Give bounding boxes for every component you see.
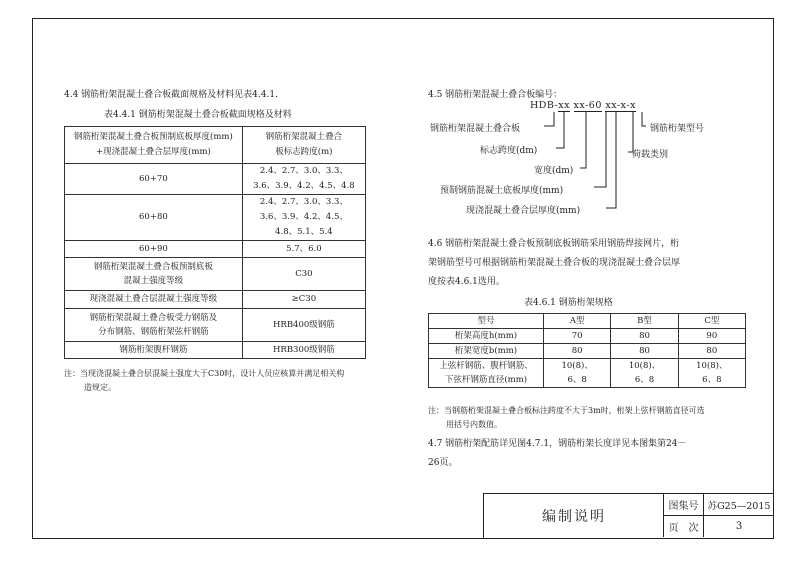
- table-row: [65, 241, 366, 258]
- t441-mat-label: 现浇混凝土叠合层混凝土强度等级: [65, 291, 243, 309]
- section-47-para-line2: 26页。: [428, 458, 458, 468]
- code-prefix: HDB-: [530, 100, 559, 111]
- t461-cell: 10(8)、 6、8: [611, 359, 678, 388]
- t461-cell: 10(8)、 6、8: [678, 359, 745, 388]
- table-row: [429, 329, 746, 344]
- table-row: [65, 342, 366, 359]
- code-width-segment: xx-60: [573, 100, 602, 111]
- table-row: [65, 164, 366, 195]
- t461-row-label: 桁架高度h(mm): [429, 329, 544, 344]
- t441-mat-label: 钢筋桁架混凝土叠合板受力钢筋及 分布钢筋、钢筋桁架弦杆钢筋: [65, 309, 243, 342]
- section-46-para-line1: 4.6 钢筋桁架混凝土叠合板预制底板钢筋采用钢筋焊接网片，桁: [428, 239, 680, 249]
- table-row: [429, 314, 746, 329]
- t461-cell: 90: [678, 329, 745, 344]
- table-row: [65, 291, 366, 309]
- t461-row-label: 桁架宽度b(mm): [429, 344, 544, 359]
- t441-row-spans: 5.7、6.0: [242, 241, 365, 258]
- t441-header-col2: 钢筋桁架混凝土叠合 板标志跨度(m): [242, 127, 365, 164]
- label-precast: 预制钢筋混凝土底板厚度(mm): [440, 186, 564, 196]
- section-47-para-line1: 4.7 钢筋桁架配筋详见图4.7.1，钢筋桁架长度详见本图集第24－: [428, 439, 687, 449]
- t441-mat-value: ≥C30: [242, 291, 365, 309]
- t461-header: B型: [611, 314, 678, 329]
- atlas-value: 苏G25—2015: [703, 493, 774, 515]
- label-truss-type: 钢筋桁架型号: [650, 124, 705, 134]
- atlas-label: 图集号: [663, 493, 703, 515]
- t461-cell: 80: [611, 329, 678, 344]
- table-row: [65, 309, 366, 342]
- t461-header: A型: [544, 314, 611, 329]
- page-value: 3: [703, 515, 774, 537]
- table-461-note-line1: 注：当钢筋桁架混凝土叠合板标注跨度不大于3m时，桁架上弦杆钢筋直径可选: [428, 406, 705, 415]
- table-441-title: 表4.4.1 钢筋桁架混凝土叠合板截面规格及材料: [104, 110, 292, 120]
- section-46-para-line2: 架钢筋型号可根据钢筋桁架混凝土叠合板的现浇混凝土叠合层厚: [428, 258, 681, 268]
- table-441-note-line2: 造规定。: [84, 383, 116, 392]
- t461-cell: 70: [544, 329, 611, 344]
- t441-mat-value: HRB300级钢筋: [242, 342, 365, 359]
- table-441: [64, 126, 366, 359]
- table-row: [65, 258, 366, 291]
- t441-row-spans: 2.4、2.7、3.0、3.3、 3.6、3.9、4.2、4.5、 4.8、5.1、5.4: [242, 195, 365, 241]
- label-span: 标志跨度(dm): [480, 146, 538, 156]
- page-label: 页 次: [663, 515, 703, 537]
- label-width: 宽度(dm): [534, 166, 574, 176]
- section-44-heading: 4.4 钢筋桁架混凝土叠合板截面规格及材料见表4.4.1.: [64, 90, 278, 100]
- t461-cell: 80: [611, 344, 678, 359]
- t461-header: C型: [678, 314, 745, 329]
- section-46-para-line3: 度按表4.6.1选用。: [428, 277, 505, 287]
- t461-cell: 10(8)、 6、8: [544, 359, 611, 388]
- table-461-note-line2: 用括号内数值。: [446, 420, 502, 429]
- t461-row-label: 上弦杆钢筋、腹杆钢筋、 下弦杆钢筋直径(mm): [429, 359, 544, 388]
- section-45-heading: 4.5 钢筋桁架混凝土叠合板编号：: [428, 90, 563, 100]
- table-441-note-line1: 注：当现浇混凝土叠合层混凝土强度大于C30时，设计人员应核算并满足相关构: [64, 369, 345, 378]
- label-load: 荷载类别: [632, 150, 669, 160]
- title-block: [483, 493, 774, 539]
- t441-row-label: 60+90: [65, 241, 243, 258]
- t461-header: 型号: [429, 314, 544, 329]
- table-461-title: 表4.6.1 钢筋桁架规格: [524, 298, 613, 308]
- t441-row-label: 60+80: [65, 195, 243, 241]
- table-row: [65, 195, 366, 241]
- t441-mat-label: 钢筋桁架腹杆钢筋: [65, 342, 243, 359]
- table-row: [429, 344, 746, 359]
- code-span-segment: xx: [558, 100, 570, 111]
- t441-mat-value: HRB400级钢筋: [242, 309, 365, 342]
- t441-mat-value: C30: [242, 258, 365, 291]
- table-461: [428, 313, 746, 388]
- label-board: 钢筋桁架混凝土叠合板: [430, 124, 521, 134]
- t461-cell: 80: [544, 344, 611, 359]
- numbering-code: [530, 100, 636, 112]
- table-row: [429, 359, 746, 388]
- code-cast-segment: xx-x-x: [605, 100, 636, 111]
- label-cast: 现浇混凝土叠合层厚度(mm): [466, 206, 581, 216]
- title-block-title: 编制说明: [542, 509, 606, 525]
- t461-cell: 80: [678, 344, 745, 359]
- t441-row-spans: 2.4、2.7、3.0、3.3、 3.6、3.9、4.2、4.5、4.8: [242, 164, 365, 195]
- t441-row-label: 60+70: [65, 164, 243, 195]
- t441-mat-label: 钢筋桁架混凝土叠合板预制底板 混凝土强度等级: [65, 258, 243, 291]
- t441-header-col1: 钢筋桁架混凝土叠合板预制底板厚度(mm) +现浇混凝土叠合层厚度(mm): [65, 127, 243, 164]
- title-block-main: [483, 493, 664, 538]
